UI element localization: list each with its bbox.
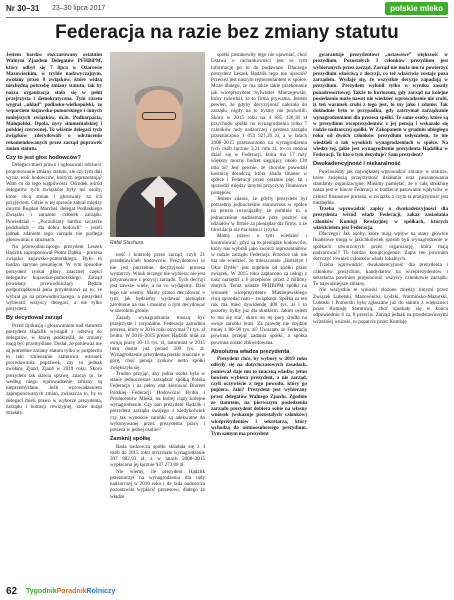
subheading-board: By decydował zarząd [6,315,63,322]
paragraph: Delegaci mieli prawo i ogłosowali odrzucić proponowanie zmiany statutu, ale czy tym dali wyraz woli hodowców, których reprezentują? Wam co do tego wątpliwości. Ośrodek wśród delegatów tych związków były też osoby, które chcą zmian i głosowały za ich przyjęciem. Gdzie w tej sprawie zabrał między innymi Bogdan Marchel, delegat Podlaskiego Związku i zarazem członek zarządu. Powiedział – „Poczuliśmy bardzo szczerze podchodził – dla dobra hodowli” – jeżeli jednak zdaniem tego zarządu nie podlega głosowaniu o zmianach. [6,162,102,244]
paragraph: ność i kontrolę przez zarząd, czyli 21 przedstawicieli hodowców. Prezydentowi to nie jest potrzebne; decyzyjność prezesa wystarczy. Wnuk niczego nie wybiera; nie jest przyznawane z pozycji zarządu. Tych decyzji jest zawsze wiele, a na co wydajemy. Dziś tego nie wiemy. Mamy prawo decydować o tym, jak będziemy wydawać pieniądze zarobione na nas i musimy o tym decydować w szerokim gronie. [110,252,205,315]
article-lead: Jestem bardzo rozczarowany ostatnim Walnym Zjazdem Delegatów PFHBiPM, który odbył się 7 lipca w Ożarowie Mazowieckim, w trybie nadzwyczajnym, zwołany przez 8 związków, które widzą niezbędną potrzebę zmiany statutu, tak by nasza organizacja stała się w pełni przejrzysta i demokratyczna. Tym razem wygrał „układ” podlasko-wielkopolski, ze wsparciem kujawsko-pomorskiego i innych mniejszych związków, m.in. Podkarpacia, Małopolski, Opola, nysy simmentalskiej i polskiej czerwonej. To właśnie delegaci tych związków zdecydowali o odrzuceniu rekomendowanych przez zarząd poprawek zmian statutu. [6,52,102,152]
paragraph: Trzeba wprowadzić zapisy o dwukadencyjności dla prezydenta wśród władz Federacji, zakaz zasiadania członków Komisji Rewizyjnej w spółkach, których właścicielem jest Federacja. [313,206,448,231]
article-column-4 [313,52,448,580]
page-header [0,0,454,20]
page-number: 62 [6,586,18,597]
paragraph: Trzeba wprowadzić dwukadencyjność dla prezydenta i członków prezydium, kandydatów na wiceprezydentów i sekretarza powinien proponować wszyscy członkowie zarządu. To najważniejsze zmiany. [313,262,448,287]
author-photo [110,52,205,237]
paragraph: Dlaczego? Jak osoby, które mają wpływ na stany głównie finansowe mogą w jakichkolwiek sposób byli wynagrodzenie w spółkach utworzonych przez organizację, która mają nadzorować? To bardzo korupcjogenne. Zapis ten powinien dotyczyć również członków władz lokalnych. [313,231,448,262]
photo-caption: Rafał Stachura [110,240,144,246]
subheading-voice: Czy to jest głos hodowców? [6,155,81,161]
article-headline: Federacja na razie bez zmiany statutu [55,22,399,43]
paragraph: Powinniśmy jak największej wprowadzić zmiany w statucie, które zwiększą przejrzystość działania oraz poszanowania standardy organizacyjne. Musimy pamiętać, że o całą strukturę nasza jest w biurze Federacji w budżecie pasowanie wpływów w całości finansowe prezesa, w związku z czym ta przejrzystość jest niezbędna. [313,168,448,206]
article-column-3 [211,52,307,580]
section-badge: polskie mleko [385,2,448,15]
paragraph: Przed dyskusją i głosowaniem nad statutem prezydent Hądzlik wystąpił z odezwą do delegatów, w której podkreślił, że zmiany mają być przemyślane. Dodał, że ponieważ nie są potrzebne zmiany statutu tylko w pośpiechu to taki zmienianie statutowa warunek procedowania poprawek, czy to jednak zwołany Zjazd, Zjazd w 2019 roku. Skoro prezydent tak stawia sprawę, znaczy to, że według niego wprowadzenie zmiany są nieprzemyślane. Jeśli wprowadzeniem zaproponowanych zmian, zwłaszcza to, by to delegaci mieli prawo w wyborze prezydenta, zarządu i komisji rewizyjnej, które dotąd działały. [6,322,102,416]
header-divider [6,17,448,18]
subheading-company: Zamknij spółkę [110,436,151,443]
paragraph: Prezydent chce, by wybory w 2019 roku odbyły się na dotychczasowych zasadach, ponieważ daje mu to znaczną władzę: jemu bowiem wybiera prezydent, a nie zarząd, czyli oczywiście z tego powodu, który go popiera. Jaki? Prezydent jest wybierany przez delegatów Walnego Zjazdu. Zgodnie ze statutem, na pierwszym posiedzeniu zarządu prezydent dobiera sobie na własny wniosek (wskazuje pozostałych członków) wiceprezydentów i sekretarza, który wchodzą do ośmioosobowego prezydium. Tym samym ma prezydent [211,356,307,437]
paragraph: Trudno przyjąć, aby jedna osoba była w stanie jednocześnie zarządzać spółką Polska Federacja i na pełny etat kierować Biurem Polskiej Federacji Hodowców Bydła i Producentów Mleka, na której ciąży kolejne wynagrodzenie. Czy pan prezydent Hądzlik i prezydent zarządu swojego z kiedykolwiek czy tak wynoście zarobki są adekwatne do wykonywanej przez prezydenta pracy i prezesa w jednej osobie? [110,370,205,433]
paragraph: Zasady wynagradzania muszą być przejrzyste i racjonalne. Federacja zatrudnia prezesa, który w 2016 roku otrzymał 71 tys. zł brutto. W 2016–2015 prezes Hądzlik miał za swoją pracę 10–13 tys. zł, natomiast w 2015 roku dostał już ponad 200 tys. zł. Wynagrodzenie prezydenta poszło znacznie w górę, choć pensja zysków netto spółki zwiększyła się. [110,314,205,371]
paragraph: Jestem zdania, że gdyby prezydent był potrzebny jednocześnie stanowisku w spółce na pewno rozwiązałby, że pominie to, a jednocześnie nadziemnie przy pozbyć się udziałów w firmie za pieniądze dla firmy, a że likwidacja nie ma sensu i ryzyka. [211,195,307,233]
paragraph: Nie wszystkie te wnioski złożone między innymi przez Związek Lubelski, Mazowiecki, Łódzki, Warmińsko-Mazurski, Lubuski i Pomorski było zgłaszane już do statutu z większości przez Komisję Statutową, choć spotkały się w końcu odpowiednio 4 za, 8 przeciw. Zarząd jednak za przedstawionymi wcześniej wnioski, to poparcie przez Komisję [313,287,448,325]
page-footer [0,584,454,600]
paragraph: Mamy prawo o tym wiedzieć i kontrolować, gdyż są to pieniądze hodowców, który nas wybrali jako swoich reprezentantów w radzie zarządu Federacji. Przecież tak nie ma nie wiedzieć, że mieszczenie „Holsztyn i Okw Bydło” jest zupełnie od spółki przez związek. W 2015 roku zapłacono za usługi z nasz narzędzi z 6 przepisów przez 2 miliony złotych. Teraz władze PFHBiPM spółki na wniosek wiceprezydenta Mierzejewskiego chcą sprzedać nam – związkom. Spółka za ten rok ma mieć dywidendę 400 tys. zł i to pozorny byłby już dla skutkiem. Jakim celem to ma się stać, skoro do tej pory środki na swoje zarobki brali. Za prawdę nie dojdzie mniej z 80–90 tys. zł? Uważam, że Federacja powinna przejąć zadania spółki, a spółka powinna zostać zlikwidowana. [211,233,307,346]
paragraph: Na przewodniczącego prezydent Leszek Hądzlik zaproponował Piotra Dąbka – prezesa związku kujawsko-pomorskiego. Było to bardzo sprytne posunięcie. W tym sposobie prezydent zyskał głosy znacznej części delegatów kujawsko-pomorskiego. Zarząd powołany przewodniczący Będzie podporządkował pana przydentowi za to, że wybrał go na przewodniczącego, a prezydent wybierali wszyscy delegaci, a nie tylko prezydent. [6,243,102,312]
paragraph: Nie wiemy, ile prezydent Hądzlik przeznaczył na wynagrodzenia dla rady nadzorczej w 2016 roku i ile rada nadzorcza pozostawiła wypłacić prezesowi, dlatego że władze [110,468,205,500]
paragraph: Rada nadzorcza spółki składała się z 3 osób do 2015 roku otrzymała wynagrodzenie 307 882,93 zł, a w latach 2008–2015 wypłacono jej łącznie 937 273,00 zł. [110,443,205,469]
article-column-2 [110,252,205,580]
subheading-power: Absolutna władza prezydenta [211,348,290,355]
subheading-terms: Dwukadencyjność i niekaralność [313,161,401,168]
issue-date: 23–30 lipca 2017 [52,5,106,12]
paragraph: gwarantuje prezydentowi „ustawowe” większość w prezydium. Pozostałych 3 członków prezydium jest wybieranych przez zarząd. Zarząd nie może mu tu powierzyć prezydium właściwą z decyzji, co też właściwie zostaje poza zarządem. Wydaje się, że wszystkie decyzje zapadają w prezydium. Prezydent wyłonił tylko w wyniku zasady ponadresortowej. Także to kuriozum, gdy zarząd na kolejne posiedzenie może nawet nie wiedzieć wprowadzenie nie zrobi, iż ten warunek zrobi z tego jest, to my jako i zdanie: Tak dokładnie było w przypadku, gdy zatrzymał zarządzanie wynagrodzeniami dla prezesa spółki. Te same osoby, które są w prezydium wiceprezydentów z jej pensją i wskazało się radzie nadzorczej spółki. W Zakopanem w grudniu ubiegłego roku od dwóch członków prezydium usłyszałem, że nie wiedzieli o tak wysokich wynagrodzeniach w spółce. Na wiedzy tej, jakie jest wynagrodzenie prezydenta Hądzlika w Federacji. To kto o tym decyduje? Sam prezydent? [313,52,448,158]
paragraph: spółki postanowiły tego nie ujawniać, choć Ustawa o rachunkowości jest to tym informację po to do podawane. Dlaczego prezydent Leszek Hądzlik tego nie ujawnił? Przecież jest naszym reprezentantem w spółce. Może dlatego, że ma także takie przekonanie jak wiceprezydent Sylwester Mierzejewski, który twierdził, że to firma prywatna. Jestem pewien, że gdyby decyzyjność należała do zarządu, nigdy na to byśmy nie pozwolili. Skoro w 2015 roku na 4 685 126,18 zł przychodu spółki na wynagrodzenia tylko 7 członków rady nadzorczej i prezesa zarządu przeznaczono 1 053 921,26 zł, a w latach 2008–2015 przeznaczono na wynagrodzenia tych osób łącznie 3,21 mln zł, to co można dziać się w Federacji, która ma 17 razy większy mocny budżet sięgający około 130 mln zł? Jest pewnie, że chorobe powodził kosmicę doradczą, która zbada finanse w spółce i Federacji przez ostatnie pięć lat i sprawdzi między innymi przyczyny finansowe postępów. [211,52,307,196]
article-column-1 [6,52,102,580]
publication-logo: TygodnikPoradnikRolniczy [26,588,116,595]
issue-number: Nr 30–31 [6,4,40,13]
